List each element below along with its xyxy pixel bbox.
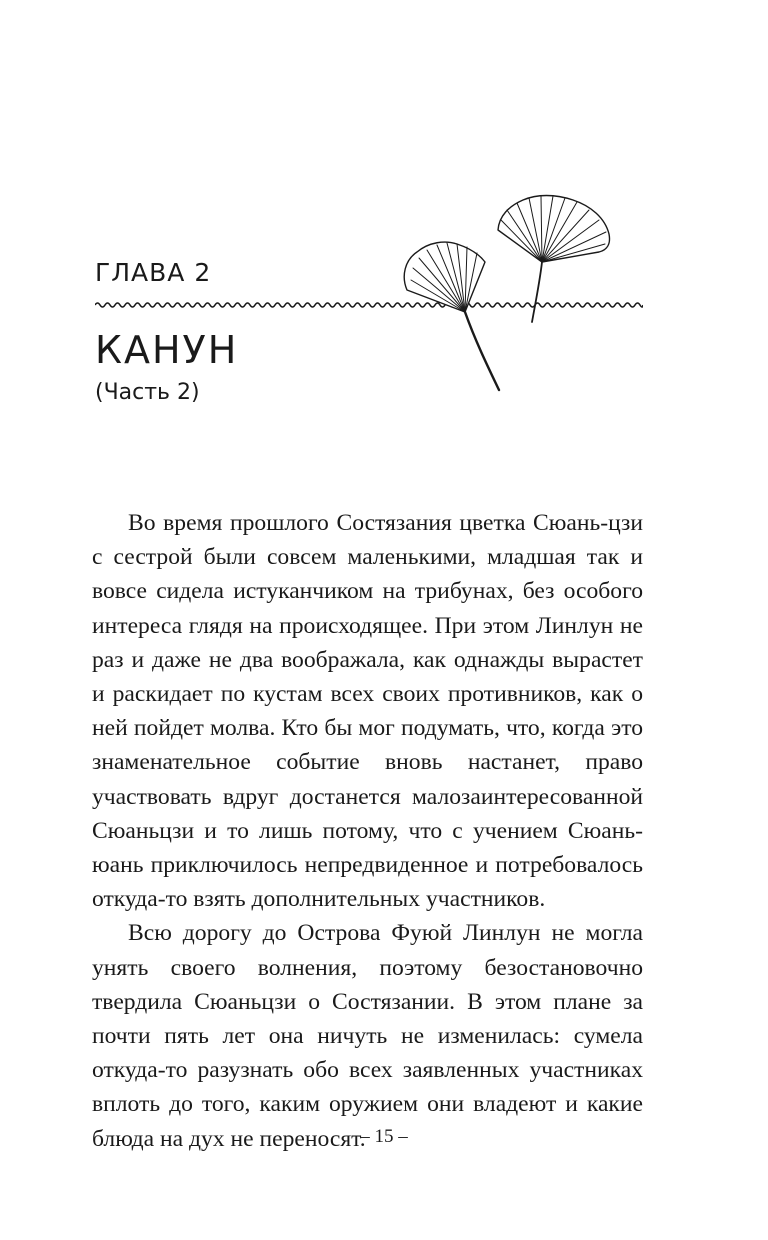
ginkgo-leaves-icon: [395, 190, 630, 395]
left-leaf-blade: [404, 242, 485, 312]
paragraph-2: Всю дорогу до Острова Фуюй Линлун не могла унять своего волнения, поэтому безостановочно твердила Сюаньцзи о Состязании. В этом плане за почти пять лет она ничуть не изменилась: сумела откуда-то разузнать обо всех заявленных участниках вплоть до того, каким оружием они владеют и какие блюда на дух не переносят.: [92, 920, 643, 1152]
page-number: – 15 –: [360, 1126, 408, 1147]
chapter-title: КАНУН: [95, 328, 239, 372]
left-leaf-stem: [465, 312, 499, 390]
right-leaf-stem: [532, 262, 542, 322]
paragraph-1: Во время прошлого Состязания цветка Сюань-цзи с сестрой были совсем маленькими, младшая так и вовсе сидела истуканчиком на трибунах, без особого интереса глядя на происходящее. При этом Линлун не раз и даже не два воображала, как однажды вырастет и раскидает по кустам всех своих противников, как о ней пойдет молва. Кто бы мог подумать, что, когда это знаменательное событие вновь настанет, право участвовать вдруг достанется малозаинтересованной Сюаньцзи и то лишь потому, что с учением Сюань-юань приключилось непредвиденное и потребовалось откуда-то взять дополнительных участников.: [92, 510, 643, 913]
chapter-part: (Часть 2): [95, 380, 200, 405]
chapter-label: ГЛАВА 2: [95, 258, 212, 287]
body-text: [92, 506, 643, 1156]
